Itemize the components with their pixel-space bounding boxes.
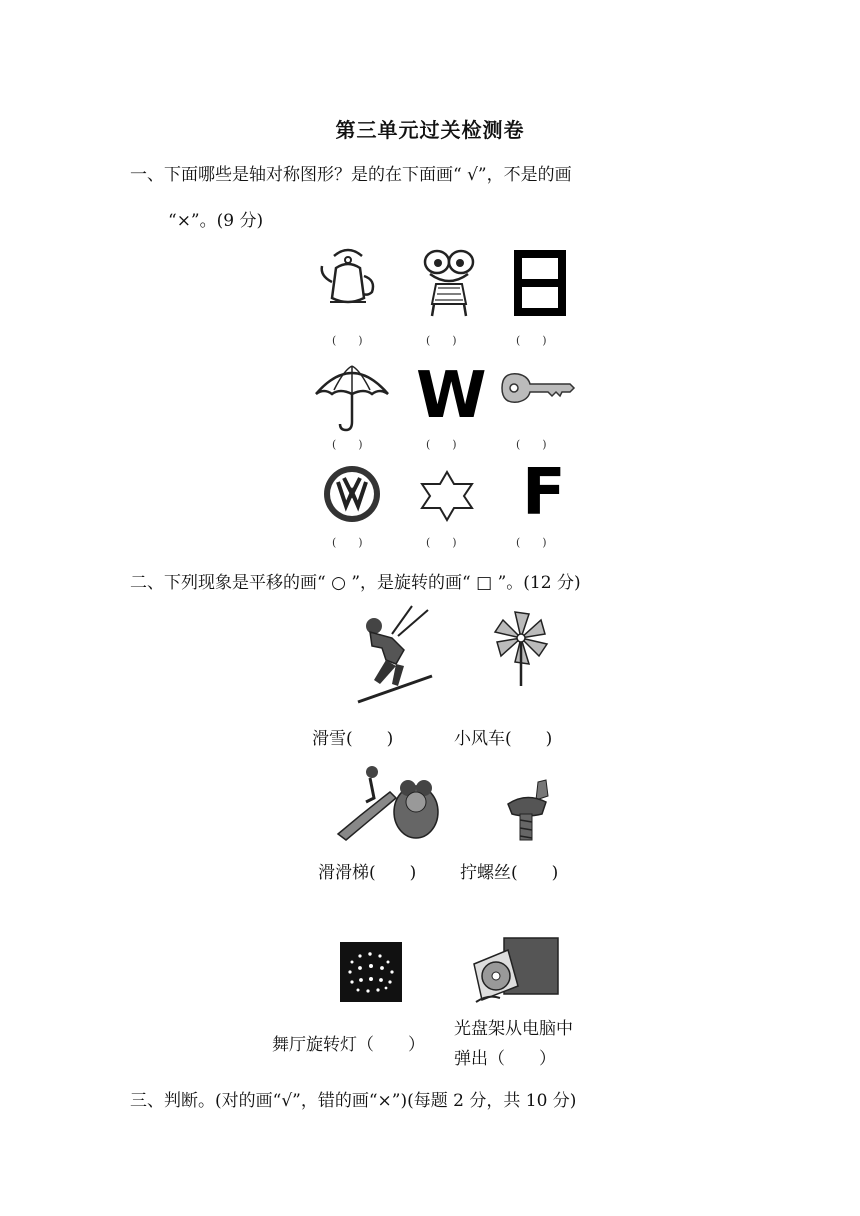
vw-logo-icon [322, 464, 382, 524]
letter-w: W [416, 359, 487, 433]
answer-paren[interactable]: ( ) [516, 536, 547, 549]
skier-icon [352, 604, 438, 704]
label-slide: 滑滑梯( ) [318, 863, 417, 883]
answer-paren[interactable]: ( ) [332, 334, 363, 347]
screw-icon [502, 778, 552, 848]
character-ri [514, 252, 570, 316]
answer-paren[interactable]: ( ) [426, 334, 457, 347]
label-screw: 拧螺丝( ) [460, 863, 559, 883]
pinwheel-icon [488, 608, 554, 688]
label-pinwheel: 小风车( ) [454, 729, 553, 749]
letter-f: F [522, 456, 566, 530]
label-skiing: 滑雪( ) [312, 729, 394, 749]
umbrella-icon [312, 360, 392, 432]
frog-icon [420, 248, 478, 320]
cd-tray-icon [468, 936, 562, 1008]
teapot-icon [318, 246, 378, 318]
answer-paren[interactable]: ( ) [332, 438, 363, 451]
question-3-text: 三、判断。(对的画“√”，错的画“×”)(每题 2 分，共 10 分) [130, 1091, 577, 1111]
star-icon [416, 470, 478, 522]
label-cd-tray-line2: 弹出（ ） [454, 1049, 556, 1069]
answer-paren[interactable]: ( ) [426, 438, 457, 451]
answer-paren[interactable]: ( ) [332, 536, 363, 549]
answer-paren[interactable]: ( ) [426, 536, 457, 549]
answer-paren[interactable]: ( ) [516, 438, 547, 451]
key-icon [498, 368, 576, 408]
question-1-text-cont: “×”。(9 分) [168, 211, 264, 231]
page-title: 第三单元过关检测卷 [335, 118, 525, 142]
disco-ball-icon [340, 942, 402, 1002]
answer-paren[interactable]: ( ) [516, 334, 547, 347]
question-2-text: 二、下列现象是平移的画“ ○ ”，是旋转的画“ □ ”。(12 分) [130, 573, 581, 593]
slide-icon [334, 762, 444, 842]
question-1-text: 一、下面哪些是轴对称图形？是的在下面画“ √”，不是的画 [130, 165, 572, 185]
label-disco-light: 舞厅旋转灯（ ） [272, 1035, 425, 1055]
label-cd-tray-line1: 光盘架从电脑中 [454, 1019, 573, 1039]
